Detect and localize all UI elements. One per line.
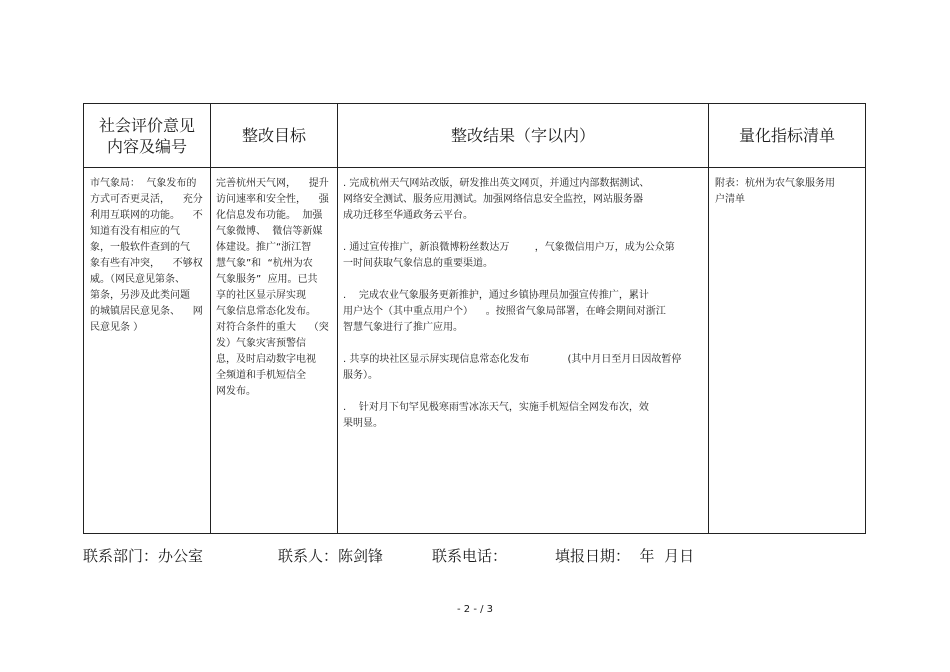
header-rectification-goal: 整改目标	[241, 126, 306, 145]
header-social-evaluation: 社会评价意见 内容及编号	[98, 115, 195, 156]
column-divider	[708, 104, 709, 533]
column-divider	[210, 104, 211, 533]
cell-rectification-result: . 完成杭州天气网站改版，研发推出英文网页，并通过内部数据测试、 网络安全测试、服务应用测试。加强网络信息安全监控，网站服务器 成功迁移至华通政务云平台。 . 通过宣传推广，新浪微博粉丝数达万 ，气象微信用户万，成为公众第 一时间获取气象信息的重要渠道。 . 完成农业气象服务更新推护，通过乡镇协理员加强宣传推广，累计 用户达个（其中重点用户个） 。按照省气象局部署，在峰会期间对浙江 智慧气象进行了推广应用。 . 共享的块社区显示屏实现信息常态化发布 (其中月日至月日因故暂停 服务）。 . 针对月下旬罕见极寒雨雪冰冻天气，实施手机短信全网发布次，效 果明显。	[343, 178, 682, 429]
cell-rectification-goal: 完善杭州天气网， 提升 访问速率和安全性， 强 化信息发布功能。 加强 气象微博、 微信等新媒 体建设。推广“浙江智 慧气象”和 “杭州为农 气象服务” 应用。已共 享的社区显示屏实现 气象信息常态化发布。 对符合条件的重大 （突 发）气象灾害预警信 息，及时启动数字电视 全频道和手机短信全 网发布。	[216, 178, 329, 397]
column-divider	[337, 104, 338, 533]
header-divider	[84, 167, 865, 168]
footer-contact-person: 联系人：陈剑锋	[278, 547, 384, 565]
footer-department: 联系部门：办公室	[83, 547, 204, 565]
footer-phone: 联系电话：	[432, 547, 508, 565]
header-quantified-indicators: 量化指标清单	[738, 126, 835, 145]
rectification-table	[83, 103, 866, 534]
cell-social-evaluation: 市气象局： 气象发布的 方式可否更灵活， 充分 利用互联网的功能。 不 知道有没有相应的气 象，一般软件查到的气 象有些有冲突， 不够权 威。（网民意见第条、 第条，另涉及此类问题 的城镇居民意见条、 网 民意见条 ）	[90, 178, 203, 333]
cell-quantified-indicators: 附表：杭州为农气象服务用 户清单	[715, 178, 835, 205]
footer-date: 填报日期： 年 月日	[555, 547, 695, 565]
page-number: - 2 - / 3	[456, 604, 494, 615]
header-rectification-result: 整改结果（字以内）	[450, 126, 595, 145]
